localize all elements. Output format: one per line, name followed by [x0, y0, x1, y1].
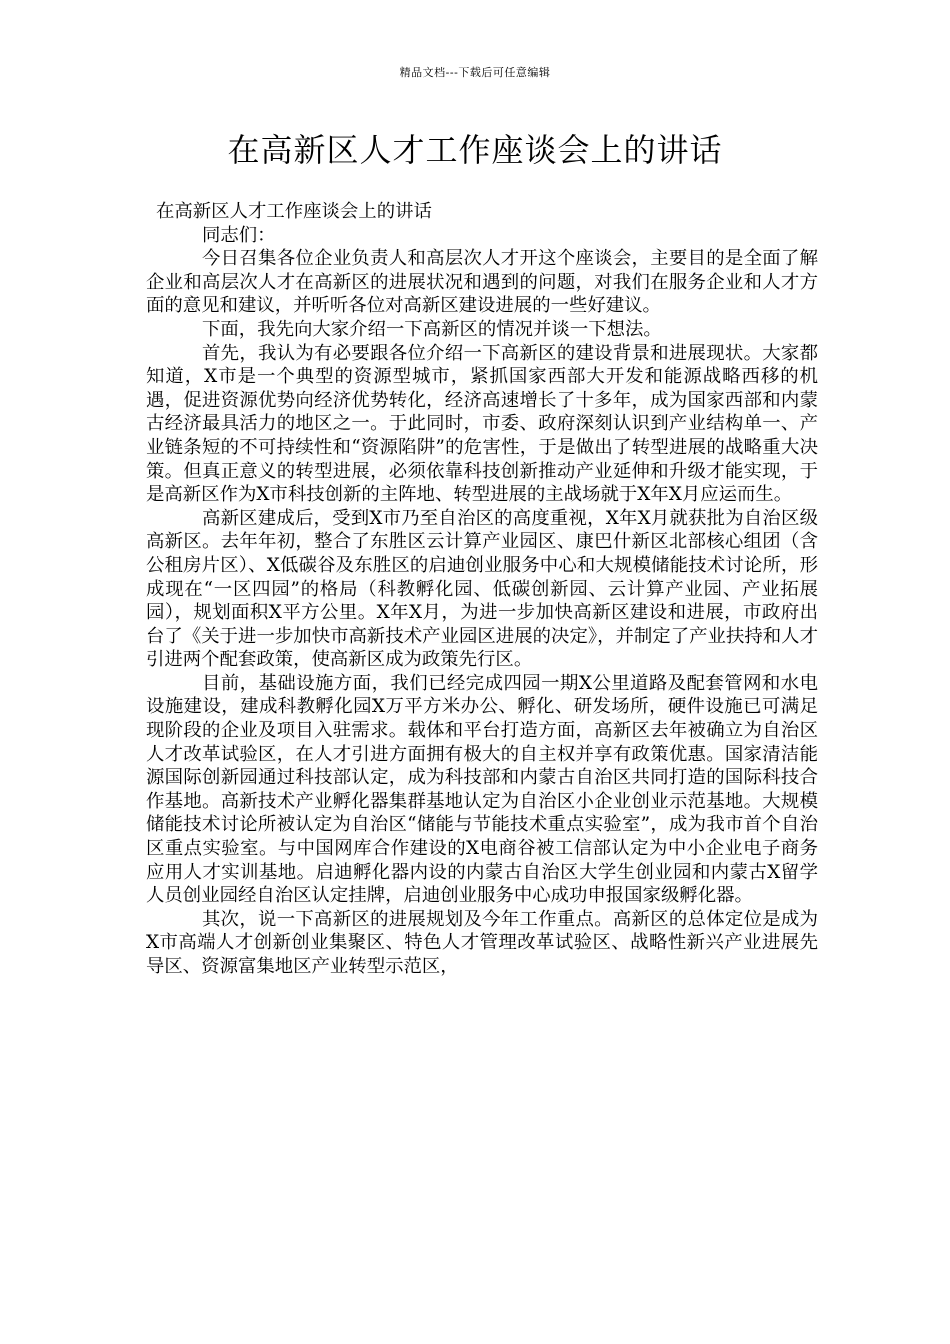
paragraph: 下面，我先向大家介绍一下高新区的情况并谈一下想法。: [202, 318, 662, 340]
paragraph: 今日召集各位企业负责人和高层次人才开这个座谈会，主要目的是全面了解企业和高层次人才在高新区的进展状况和遇到的问题，对我们在服务企业和人才方面的意见和建议，并听听各位对高新区建设进展的一些好建议。: [146, 248, 818, 317]
paragraph: 高新区建成后，受到X市乃至自治区的高度重视，X年X月就获批为自治区级高新区。去年年初，整合了东胜区云计算产业园区、康巴什新区北部核心组团（含公租房片区）、X低碳谷及东胜区的启迪创业服务中心和大规模储能技术讨论所，形成现在“一区四园”的格局（科教孵化园、低碳创新园、云计算产业园、产业拓展园），规划面积X平方公里。X年X月，为进一步加快高新区建设和进展，市政府出台了《关于进一步加快市高新技术产业园区进展的决定》，并制定了产业扶持和人才引进两个配套政策，使高新区成为政策先行区。: [146, 507, 818, 671]
header-note: 精品文档---下载后可任意编辑: [399, 66, 551, 79]
greeting: 同志们：: [202, 224, 276, 246]
document-body: [146, 200, 818, 979]
paragraph: 目前，基础设施方面，我们已经完成四园一期X公里道路及配套管网和水电设施建设，建成科教孵化园X万平方米办公、孵化、研发场所，硬件设施已可满足现阶段的企业及项目入驻需求。载体和平台打造方面，高新区去年被确立为自治区人才改革试验区，在人才引进方面拥有极大的自主权并享有政策优惠。国家清洁能源国际创新园通过科技部认定，成为科技部和内蒙古自治区共同打造的国际科技合作基地。高新技术产业孵化器集群基地认定为自治区小企业创业示范基地。大规模储能技术讨论所被认定为自治区“储能与节能技术重点实验室”，成为我市首个自治区重点实验室。与中国网库合作建设的X电商谷被工信部认定为中小企业电子商务应用人才实训基地。启迪孵化器内设的内蒙古自治区大学生创业园和内蒙古X留学人员创业园经自治区认定挂牌，启迪创业服务中心成功申报国家级孵化器。: [146, 672, 818, 907]
paragraph: 首先，我认为有必要跟各位介绍一下高新区的建设背景和进展现状。大家都知道，X市是一个典型的资源型城市，紧抓国家西部大开发和能源战略西移的机遇，促进资源优势向经济优势转化，经济高速增长了十多年，成为国家西部和内蒙古经济最具活力的地区之一。于此同时，市委、政府深刻认识到产业结构单一、产业链条短的不可持续性和“资源陷阱”的危害性，于是做出了转型进展的战略重大决策。但真正意义的转型进展，必须依靠科技创新推动产业延伸和升级才能实现，于是高新区作为X市科技创新的主阵地、转型进展的主战场就于X年X月应运而生。: [146, 342, 818, 506]
speech-subtitle: 在高新区人才工作座谈会上的讲话: [156, 201, 432, 222]
paragraph: 其次，说一下高新区的进展规划及今年工作重点。高新区的总体定位是成为X市高端人才创新创业集聚区、特色人才管理改革试验区、战略性新兴产业进展先导区、资源富集地区产业转型示范区，: [146, 908, 818, 977]
document-title: 在高新区人才工作座谈会上的讲话: [227, 131, 723, 169]
